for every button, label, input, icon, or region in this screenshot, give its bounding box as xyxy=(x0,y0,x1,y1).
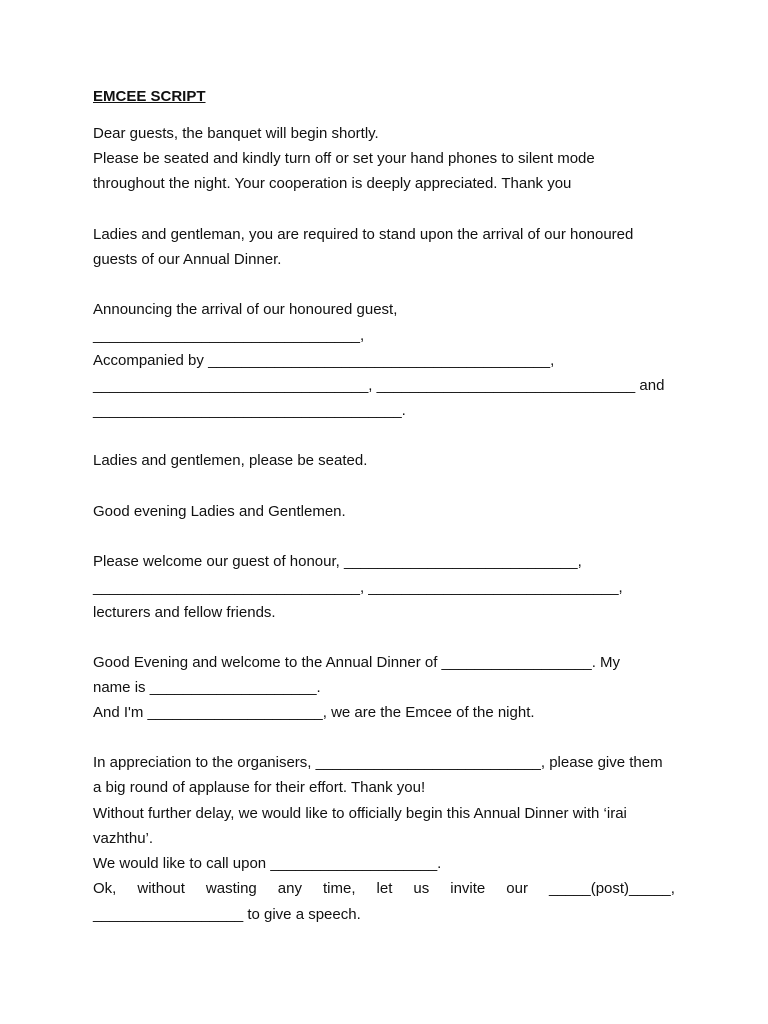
justified-text-line xyxy=(93,880,675,897)
blank-line: _________________________________, _______________________________ and xyxy=(93,377,665,394)
text-line: And I'm _____________________, we are the Emcee of the night. xyxy=(93,704,535,721)
text-line: In appreciation to the organisers, ___________________________, please give them xyxy=(93,754,663,771)
word: invite xyxy=(450,880,486,897)
text-line: guests of our Annual Dinner. xyxy=(93,251,282,268)
text-line: name is ____________________. xyxy=(93,679,321,696)
word: any xyxy=(277,880,302,897)
text-line: Ladies and gentlemen, please be seated. xyxy=(93,452,368,469)
word: without xyxy=(137,880,185,897)
word: our xyxy=(506,880,528,897)
text-line: Good evening Ladies and Gentlemen. xyxy=(93,503,346,520)
text-line: Dear guests, the banquet will begin shortly. xyxy=(93,125,379,142)
document-title: EMCEE SCRIPT xyxy=(93,88,206,105)
word: _____(post)_____, xyxy=(548,880,675,897)
text-line: We would like to call upon ____________________. xyxy=(93,855,442,872)
word: let xyxy=(376,880,393,897)
blank-line: ________________________________, xyxy=(93,327,365,344)
text-line: Please be seated and kindly turn off or set your hand phones to silent mode xyxy=(93,150,595,167)
word: wasting xyxy=(205,880,257,897)
text-line: __________________ to give a speech. xyxy=(93,906,361,923)
text-line: Ladies and gentleman, you are required to stand upon the arrival of our honoured xyxy=(93,226,634,243)
text-line: a big round of applause for their effort. Thank you! xyxy=(93,779,426,796)
text-line: lecturers and fellow friends. xyxy=(93,604,276,621)
word: Ok, xyxy=(93,880,117,897)
text-line: Announcing the arrival of our honoured guest, xyxy=(93,301,398,318)
blank-line: _____________________________________. xyxy=(93,402,406,419)
text-line: Please welcome our guest of honour, ____________________________, xyxy=(93,553,582,570)
text-line: Accompanied by _________________________________________, xyxy=(93,352,555,369)
word: us xyxy=(413,880,430,897)
word: time, xyxy=(322,880,356,897)
text-line: Without further delay, we would like to officially begin this Annual Dinner with ‘irai xyxy=(93,805,627,822)
text-line: vazhthu’. xyxy=(93,830,154,847)
text-line: Good Evening and welcome to the Annual Dinner of __________________. My xyxy=(93,654,621,671)
text-line: throughout the night. Your cooperation is deeply appreciated. Thank you xyxy=(93,175,572,192)
blank-line: ________________________________, ______________________________, xyxy=(93,579,623,596)
